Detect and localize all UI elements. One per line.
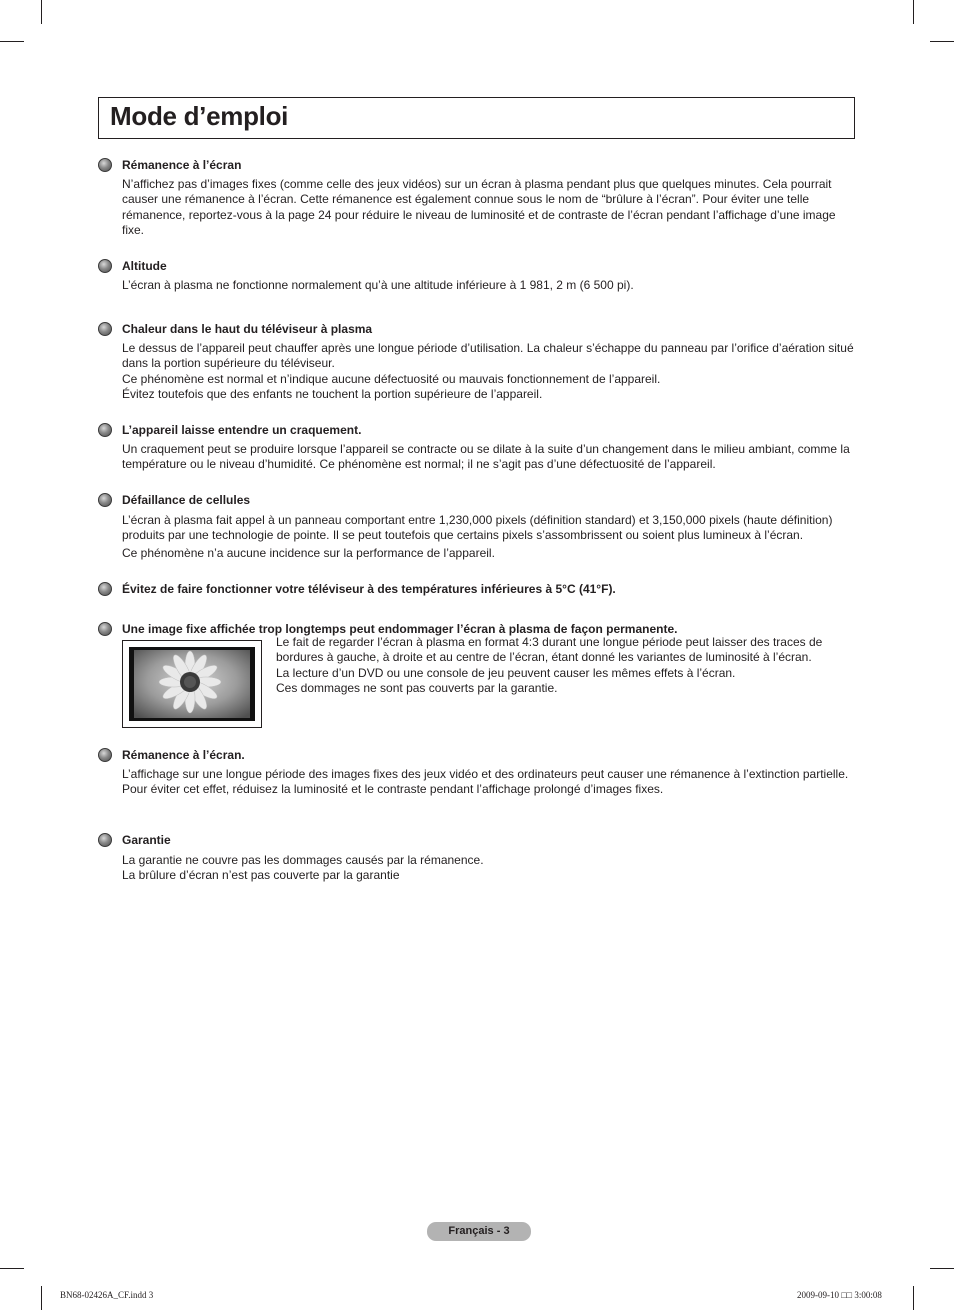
footer-filename: BN68-02426A_CF.indd 3 — [60, 1290, 154, 1300]
paragraph: Ce phénomène n’a aucune incidence sur la performance de l’appareil. — [122, 545, 495, 560]
bullet-icon — [98, 582, 112, 596]
bullet-icon — [98, 322, 112, 336]
paragraph: Le dessus de l’appareil peut chauffer après une longue période d’utilisation. La chaleur s’échappe du panneau par l’orifice d’aération situé dans la portion supérieure du téléviseur. — [122, 341, 854, 371]
section-body — [122, 341, 854, 403]
section-title: Garantie — [122, 833, 171, 847]
paragraph: L’écran à plasma fait appel à un panneau comportant entre 1,230,000 pixels (définition standard) et 3,150,000 pixels (haute définition) produits par une technologie de pointe. Il se peut toutefois que certains pixels s’assombrissent ou soient plus lumineux à l’écran. — [122, 513, 833, 543]
paragraph: Évitez toutefois que des enfants ne touchent la portion supérieure de l’appareil. — [122, 387, 543, 402]
section-body — [122, 853, 854, 884]
crop-mark — [41, 0, 42, 24]
paragraph: Pour éviter cet effet, réduisez la luminosité et le contraste pendant l’affichage prolongé d’images fixes. — [122, 782, 664, 797]
paragraph: La brûlure d’écran n’est pas couverte par la garantie — [122, 868, 400, 883]
paragraph: La lecture d’un DVD ou une console de jeu peuvent causer les mêmes effets à l’écran. — [276, 665, 736, 680]
flower-icon — [134, 650, 250, 718]
section-body — [122, 767, 854, 798]
paragraph: L’affichage sur une longue période des images fixes des jeux vidéo et des ordinateurs peut causer une rémanence à l’extinction partielle. — [122, 767, 849, 781]
footer-timestamp: 2009-09-10 □□ 3:00:08 — [797, 1290, 882, 1300]
bullet-icon — [98, 158, 112, 172]
paragraph: Ce phénomène est normal et n’indique aucune défectuosité ou mauvais fonctionnement de l’appareil. — [122, 371, 661, 386]
tv-screen — [129, 647, 255, 721]
section-title: Évitez de faire fonctionner votre téléviseur à des températures inférieures à 5°C (41°F). — [122, 582, 616, 596]
bullet-icon — [98, 493, 112, 507]
crop-mark — [41, 1286, 42, 1310]
section-title: Rémanence à l’écran. — [122, 748, 245, 762]
bullet-icon — [98, 748, 112, 762]
bullet-icon — [98, 622, 112, 636]
section-body — [122, 513, 854, 561]
bullet-icon — [98, 423, 112, 437]
paragraph: Ces dommages ne sont pas couverts par la garantie. — [276, 681, 558, 696]
section-title: Défaillance de cellules — [122, 493, 251, 507]
tv-screen-image — [122, 640, 262, 728]
crop-mark — [0, 41, 24, 42]
section-body — [122, 177, 854, 239]
crop-mark — [913, 0, 914, 24]
flower-photo — [134, 650, 250, 718]
crop-mark — [913, 1286, 914, 1310]
bullet-icon — [98, 833, 112, 847]
paragraph: Le fait de regarder l’écran à plasma en format 4:3 durant une longue période peut laisser des traces de bordures à gauche, à droite et au centre de l’écran, étant donné les variantes de luminosité à l’écran. — [276, 635, 823, 665]
crop-mark — [930, 41, 954, 42]
section-body — [122, 278, 854, 293]
crop-mark — [0, 1268, 24, 1269]
section-title: Chaleur dans le haut du téléviseur à plasma — [122, 322, 373, 336]
section-body — [276, 635, 856, 697]
paragraph: N’affichez pas d’images fixes (comme celle des jeux vidéos) sur un écran à plasma pendant plus que quelques minutes. Cela pourrait causer une rémanence à l’écran. Cette rémanence est également connue sous le nom de “brûlure à l’écran”. Pour éviter une telle rémanence, reportez-vous à la page 24 pour réduire le niveau de luminosité et de contraste de l’écran pendant l’affichage d’une image fixe. — [122, 177, 836, 238]
section-title: Une image fixe affichée trop longtemps peut endommager l’écran à plasma de façon permanente. — [122, 622, 678, 636]
section-title: Altitude — [122, 259, 167, 273]
title-box — [98, 97, 855, 139]
paragraph: La garantie ne couvre pas les dommages causés par la rémanence. — [122, 853, 484, 867]
paragraph: Un craquement peut se produire lorsque l’appareil se contracte ou se dilate à la suite d’un changement dans le milieu ambiant, comme la température ou le niveau d’humidité. Ce phénomène est normal; il ne s’agit pas d’une défectuosité de l’appareil. — [122, 442, 850, 472]
section-body — [122, 442, 854, 473]
section-title: L’appareil laisse entendre un craquement. — [122, 423, 362, 437]
crop-mark — [930, 1268, 954, 1269]
page-title: Mode d’emploi — [110, 101, 289, 131]
section-title: Rémanence à l’écran — [122, 158, 242, 172]
page-number-tab: Français - 3 — [427, 1222, 531, 1241]
bullet-icon — [98, 259, 112, 273]
paragraph: L’écran à plasma ne fonctionne normalement qu’à une altitude inférieure à 1 981, 2 m (6 500 pi). — [122, 278, 634, 292]
